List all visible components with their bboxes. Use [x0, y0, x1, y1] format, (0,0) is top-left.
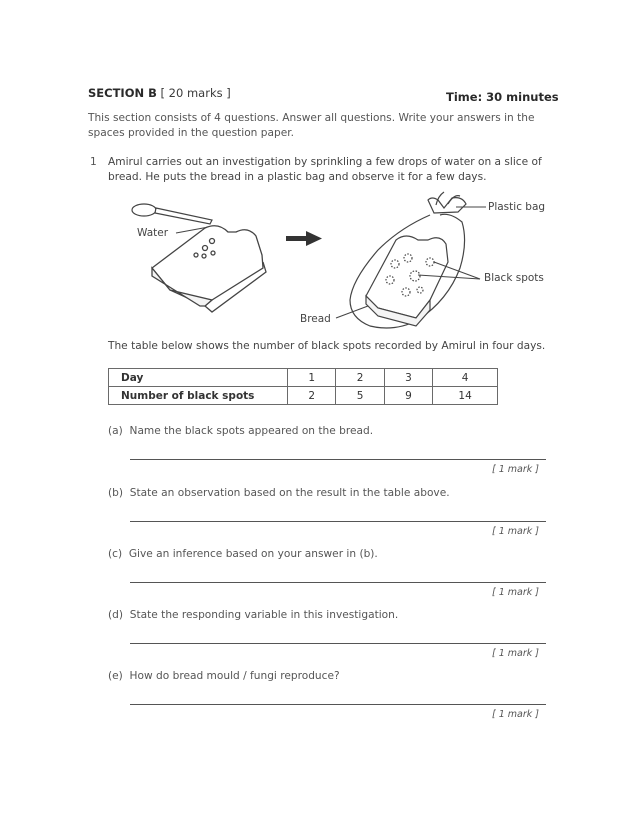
- spots-cell: 2: [288, 387, 336, 405]
- mark-c: [ 1 mark ]: [492, 587, 539, 598]
- part-d: [108, 609, 398, 621]
- part-e-label: (e): [108, 670, 123, 682]
- spots-cell: 5: [336, 387, 384, 405]
- bread-slice-drawing: [152, 226, 266, 312]
- part-b-label: (b): [108, 487, 123, 499]
- part-e-text: How do bread mould / fungi reproduce?: [129, 670, 340, 682]
- label-bread: Bread: [300, 313, 331, 325]
- section-title: SECTION B: [88, 86, 157, 100]
- table-row: [109, 387, 498, 405]
- table-row: [109, 369, 498, 387]
- spots-cell: 9: [384, 387, 432, 405]
- day-cell: 4: [433, 369, 498, 387]
- part-d-text: State the responding variable in this investigation.: [129, 609, 399, 621]
- part-b: [108, 487, 450, 499]
- label-black-spots: Black spots: [484, 272, 544, 284]
- part-a-text: Name the black spots appeared on the bread.: [129, 425, 374, 437]
- question-text: Amirul carries out an investigation by sprinkling a few drops of water on a slice of bread. He puts the bread in a plastic bag and observe it for a few days.: [108, 156, 542, 183]
- experiment-diagram: [0, 0, 638, 340]
- label-water: Water: [137, 227, 169, 239]
- answer-line-c[interactable]: [130, 582, 546, 583]
- mark-b: [ 1 mark ]: [492, 526, 539, 537]
- mark-d: [ 1 mark ]: [492, 648, 539, 659]
- arrow-right-icon: [286, 231, 322, 246]
- part-d-label: (d): [108, 609, 123, 621]
- part-e: [108, 670, 340, 682]
- mark-a: [ 1 mark ]: [492, 464, 539, 475]
- answer-line-e[interactable]: [130, 704, 546, 705]
- table-intro: The table below shows the number of black spots recorded by Amirul in four days.: [108, 340, 546, 352]
- spots-cell: 14: [433, 387, 498, 405]
- label-plastic-bag: Plastic bag: [488, 201, 546, 213]
- question-number: 1: [90, 156, 97, 168]
- part-a-label: (a): [108, 425, 123, 437]
- day-cell: 2: [336, 369, 384, 387]
- answer-line-a[interactable]: [130, 459, 546, 460]
- time-allowed: Time: 30 minutes: [446, 90, 559, 104]
- day-cell: 3: [384, 369, 432, 387]
- part-c: [108, 548, 378, 560]
- answer-line-d[interactable]: [130, 643, 546, 644]
- black-spots-table: [108, 368, 498, 405]
- section-marks: [ 20 marks ]: [160, 86, 231, 100]
- mark-e: [ 1 mark ]: [492, 709, 539, 720]
- row-header-spots: Number of black spots: [109, 387, 288, 405]
- part-c-label: (c): [108, 548, 123, 560]
- answer-line-b[interactable]: [130, 521, 546, 522]
- row-header-day: Day: [109, 369, 288, 387]
- part-a: [108, 425, 373, 437]
- water-dropper: [132, 204, 212, 224]
- day-cell: 1: [288, 369, 336, 387]
- part-c-text: Give an inference based on your answer in (b).: [128, 548, 378, 560]
- section-instructions: This section consists of 4 questions. Answer all questions. Write your answers in the spaces provided in the question paper.: [88, 112, 535, 139]
- part-b-text: State an observation based on the result in the table above.: [129, 487, 450, 499]
